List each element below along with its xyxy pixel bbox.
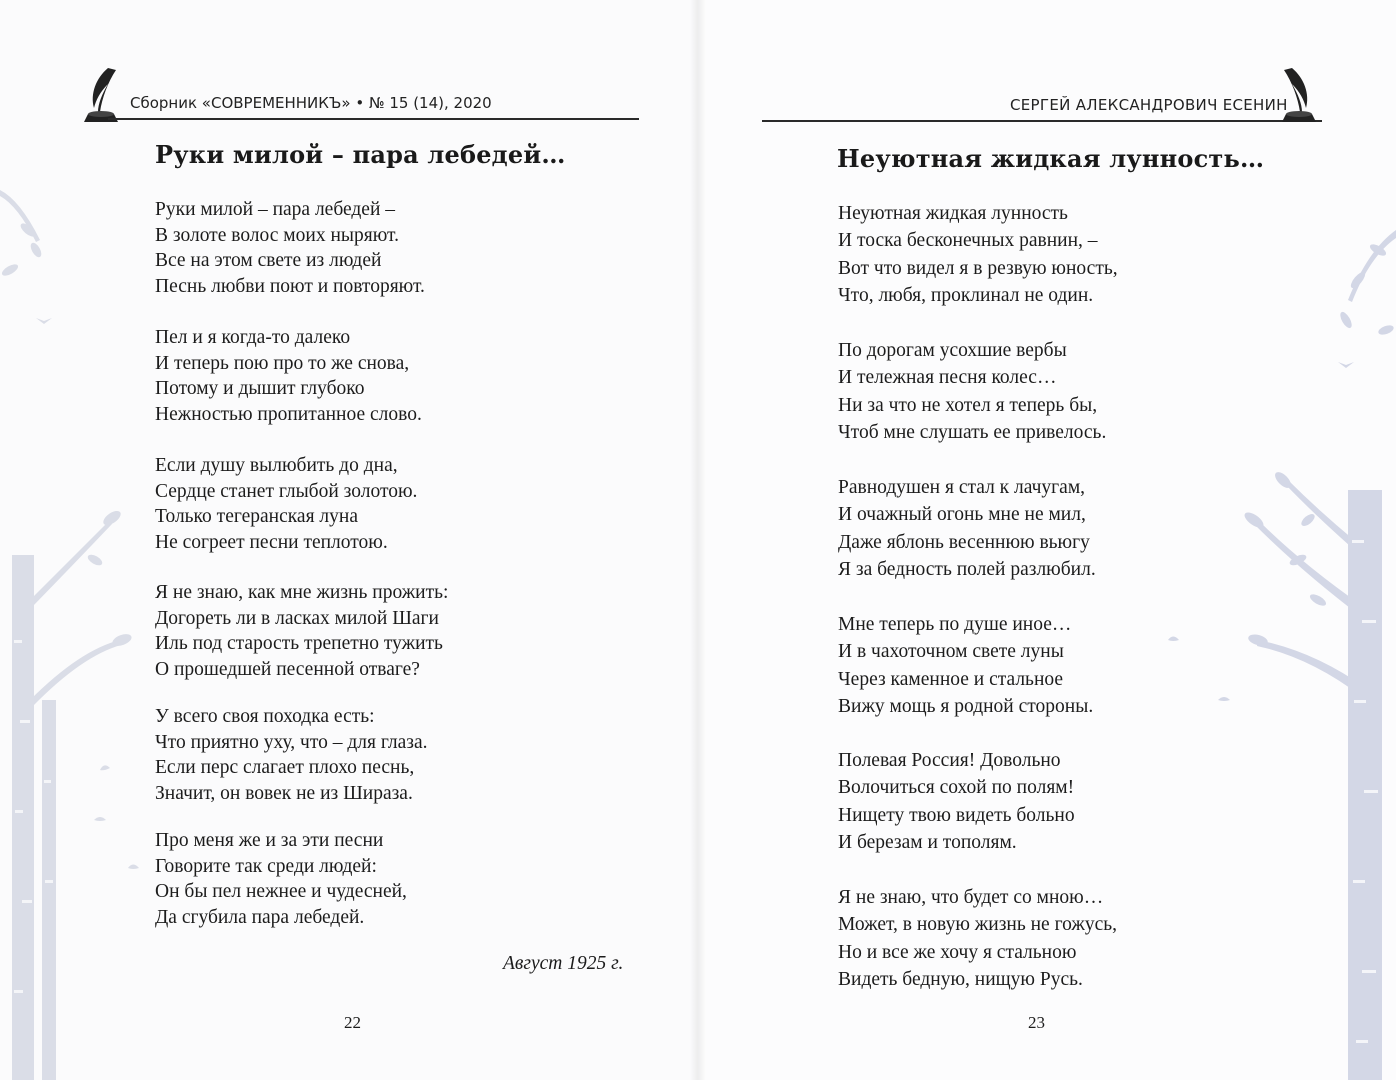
stanza	[155, 704, 428, 806]
stanza	[838, 884, 1117, 994]
poem-line: По дорогам усохшие вербы	[838, 340, 1067, 361]
poem-line: У всего своя походка есть:	[155, 706, 375, 727]
poem-title: Руки милой – пара лебедей…	[155, 140, 566, 169]
stanza	[155, 453, 417, 555]
poem-line: Если перс слагает плохо песнь,	[155, 757, 415, 779]
stanza	[838, 200, 1118, 310]
poem-line: Мне теперь по душе иное…	[838, 614, 1072, 635]
stanza	[155, 197, 425, 299]
poem-line: Я не знаю, что будет со мною…	[838, 887, 1104, 908]
poem-line: О прошедшей песенной отваге?	[155, 658, 420, 680]
poem-line: Через каменное и стальное	[838, 668, 1064, 690]
stanza	[155, 325, 422, 427]
poem-line: И очажный огонь мне не мил,	[838, 504, 1086, 526]
poem-line: Все на этом свете из людей	[155, 250, 382, 272]
poem-line: Нищету твою видеть больно	[838, 804, 1075, 826]
poem-line: Он бы пел нежнее и чудесней,	[155, 881, 407, 903]
poem-date: Август 1925 г.	[503, 953, 624, 974]
stanza	[838, 747, 1075, 857]
poem-line: Полевая Россия! Довольно	[838, 750, 1061, 771]
poem-line: И березам и тополям.	[838, 832, 1017, 854]
stanza	[838, 611, 1093, 721]
poem-line: Сердце станет глыбой золотою.	[155, 480, 418, 502]
book-gutter	[690, 0, 706, 1080]
poem-line: Я не знаю, как мне жизнь прожить:	[155, 582, 449, 603]
stanza	[155, 580, 448, 682]
poem-line: И теперь пою про то же снова,	[155, 352, 410, 374]
poem-line: Нежностью пропитанное слово.	[155, 403, 422, 425]
page-number: 22	[344, 1013, 361, 1032]
poem-line: Вот что видел я в резвую юность,	[838, 257, 1118, 279]
poem-line: Что, любя, проклинал не один.	[838, 285, 1094, 307]
poem-line: И тоска бесконечных равнин, –	[838, 230, 1098, 252]
poem-line: Может, в новую жизнь не гожусь,	[838, 914, 1117, 936]
poem-line: Равнодушен я стал к лачугам,	[838, 477, 1086, 498]
poem-line: Видеть бедную, нищую Русь.	[838, 969, 1083, 991]
poem-line: Не согреет песни теплотою.	[155, 531, 388, 553]
poem-line: Чтоб мне слушать ее привелось.	[838, 422, 1107, 444]
poem-line: Что приятно уху, что – для глаза.	[155, 731, 428, 753]
poem-line: Пел и я когда-то далеко	[155, 327, 351, 348]
poem-title: Неуютная жидкая лунность…	[837, 144, 1265, 173]
poem-line: Я за бедность полей разлюбил.	[838, 559, 1096, 581]
running-header: СЕРГЕЙ АЛЕКСАНДРОВИЧ ЕСЕНИН	[1010, 96, 1288, 114]
poem-line: Вижу мощь я родной стороны.	[838, 696, 1094, 718]
poem-line: Ни за что не хотел я теперь бы,	[838, 394, 1098, 416]
poem-line: Иль под старость трепетно тужить	[155, 633, 443, 655]
poem-line: Неуютная жидкая лунность	[838, 203, 1068, 224]
poem-line: Но и все же хочу я стальною	[838, 941, 1077, 963]
right-page	[698, 0, 1396, 1080]
poem-line: Волочиться сохой по полям!	[838, 777, 1075, 799]
poem-line: Да сгубила пара лебедей.	[155, 906, 365, 928]
stanza	[838, 337, 1106, 447]
poem-line: И тележная песня колес…	[838, 367, 1057, 389]
poem-line: В золоте волос моих ныряют.	[155, 224, 399, 246]
poem-line: Если душу вылюбить до дна,	[155, 455, 398, 476]
header-rule	[762, 120, 1322, 122]
header-rule	[108, 118, 639, 120]
poem-line: Потому и дышит глубоко	[155, 378, 365, 400]
poem-line: Песнь любви поют и повторяют.	[155, 275, 425, 297]
page-number: 23	[1028, 1013, 1045, 1032]
poem-line: И в чахоточном свете луны	[838, 641, 1064, 663]
quill-inkwell-icon	[1270, 64, 1322, 128]
poem-line: Говорите так среди людей:	[155, 855, 377, 877]
poem-line: Только тегеранская луна	[155, 506, 358, 528]
running-header: Сборник «СОВРЕМЕННИКЪ» • № 15 (14), 2020	[130, 94, 492, 112]
poem-line: Даже яблонь весеннюю вьюгу	[838, 531, 1090, 553]
poem-line: Про меня же и за эти песни	[155, 830, 384, 851]
stanza	[155, 828, 407, 930]
stanza	[838, 474, 1096, 584]
poem-line: Значит, он вовек не из Шираза.	[155, 782, 413, 804]
poem-line: Догореть ли в ласках милой Шаги	[155, 607, 439, 629]
poem-line: Руки милой – пара лебедей –	[155, 199, 396, 220]
